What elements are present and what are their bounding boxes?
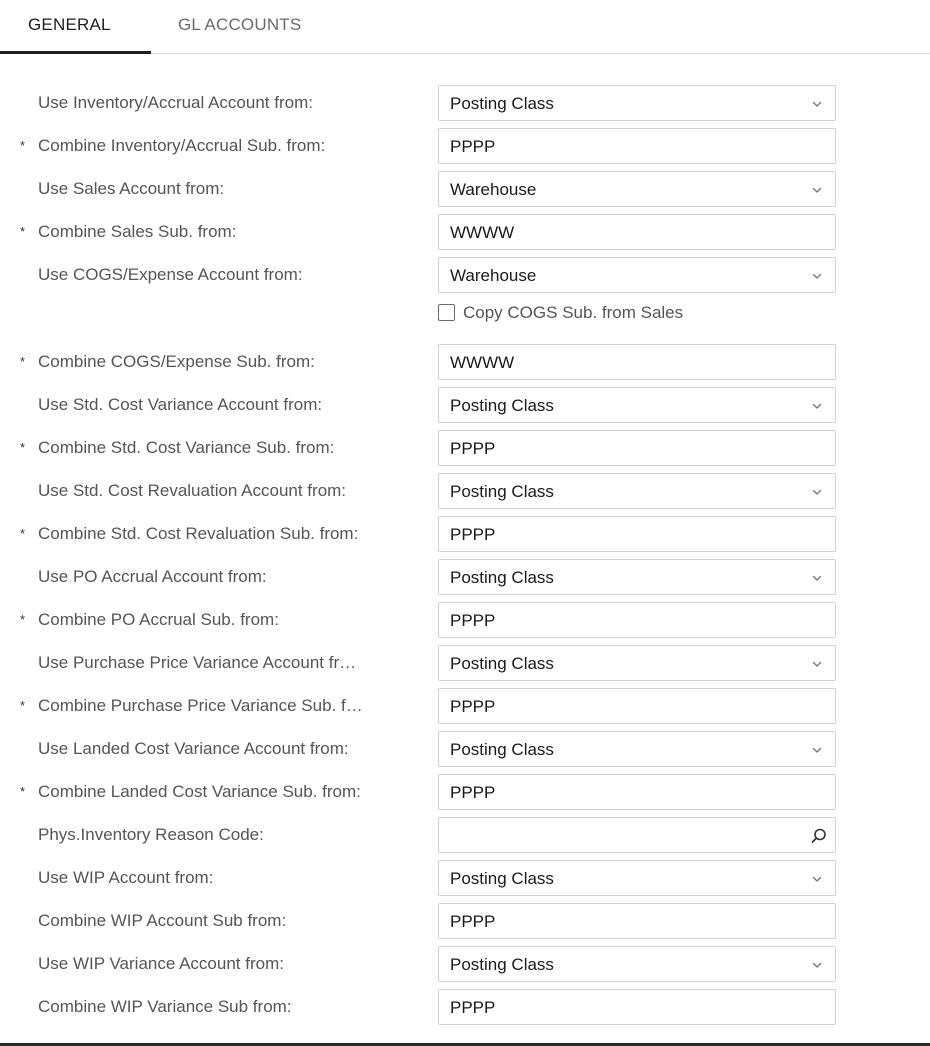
form-row bbox=[0, 730, 930, 768]
select-use-sales-account-from[interactable] bbox=[438, 171, 836, 207]
field-value: PPPP bbox=[450, 137, 496, 156]
form-row bbox=[0, 859, 930, 897]
field-label: Use Landed Cost Variance Account from: bbox=[38, 739, 349, 758]
select-use-landed-cost-variance-account-from[interactable] bbox=[438, 731, 836, 767]
input-combine-sales-sub-from[interactable] bbox=[438, 214, 836, 250]
required-marker: * bbox=[20, 612, 26, 627]
required-marker: * bbox=[20, 224, 26, 239]
field-label: Use Purchase Price Variance Account fr… bbox=[38, 653, 357, 672]
field-label: Combine Std. Cost Revaluation Sub. from: bbox=[38, 524, 359, 543]
field-label: Combine Sales Sub. from: bbox=[38, 222, 237, 241]
form-row bbox=[0, 256, 930, 294]
form-row bbox=[0, 687, 930, 725]
field-label: Combine Std. Cost Variance Sub. from: bbox=[38, 438, 335, 457]
input-combine-wip-variance-sub-from[interactable] bbox=[438, 989, 836, 1025]
form-row bbox=[0, 601, 930, 639]
field-label: Combine Inventory/Accrual Sub. from: bbox=[38, 136, 326, 155]
field-label: Use WIP Account from: bbox=[38, 868, 214, 887]
input-combine-purchase-price-variance-sub-f[interactable] bbox=[438, 688, 836, 724]
input-combine-inventory-accrual-sub-from[interactable] bbox=[438, 128, 836, 164]
field-value: PPPP bbox=[450, 439, 496, 458]
select-use-cogs-expense-account-from[interactable] bbox=[438, 257, 836, 293]
chevron-down-icon[interactable] bbox=[811, 873, 823, 885]
field-label: Combine COGS/Expense Sub. from: bbox=[38, 352, 315, 371]
input-combine-landed-cost-variance-sub-from[interactable] bbox=[438, 774, 836, 810]
chevron-down-icon[interactable] bbox=[811, 572, 823, 584]
form-row bbox=[0, 386, 930, 424]
field-value: Warehouse bbox=[450, 266, 537, 285]
field-label: Use COGS/Expense Account from: bbox=[38, 265, 303, 284]
field-value: Posting Class bbox=[450, 654, 554, 673]
required-marker: * bbox=[20, 440, 26, 455]
required-marker: * bbox=[20, 354, 26, 369]
field-label: Combine Purchase Price Variance Sub. f… bbox=[38, 696, 363, 715]
form-row bbox=[0, 84, 930, 122]
field-value: WWWW bbox=[450, 223, 515, 242]
form-row bbox=[0, 558, 930, 596]
field-value: PPPP bbox=[450, 525, 496, 544]
field-label: Combine Landed Cost Variance Sub. from: bbox=[38, 782, 361, 801]
chevron-down-icon[interactable] bbox=[811, 486, 823, 498]
required-marker: * bbox=[20, 526, 26, 541]
form-row bbox=[0, 773, 930, 811]
field-label: Combine WIP Account Sub from: bbox=[38, 911, 287, 930]
input-combine-po-accrual-sub-from[interactable] bbox=[438, 602, 836, 638]
input-combine-wip-account-sub-from[interactable] bbox=[438, 903, 836, 939]
tab-general-label: GENERAL bbox=[28, 15, 111, 34]
form-row bbox=[0, 429, 930, 467]
required-marker: * bbox=[20, 784, 26, 799]
field-label: Use Inventory/Accrual Account from: bbox=[38, 93, 313, 112]
chevron-down-icon[interactable] bbox=[811, 959, 823, 971]
input-combine-std-cost-variance-sub-from[interactable] bbox=[438, 430, 836, 466]
field-value: Posting Class bbox=[450, 94, 554, 113]
field-value: PPPP bbox=[450, 611, 496, 630]
field-label: Use Std. Cost Variance Account from: bbox=[38, 395, 323, 414]
input-combine-cogs-expense-sub-from[interactable] bbox=[438, 344, 836, 380]
field-value: Posting Class bbox=[450, 568, 554, 587]
search-icon[interactable] bbox=[809, 826, 829, 846]
field-value: Posting Class bbox=[450, 396, 554, 415]
copy-cogs-sub-label[interactable]: Copy COGS Sub. from Sales bbox=[463, 303, 684, 322]
form-row bbox=[0, 343, 930, 381]
form-row bbox=[0, 213, 930, 251]
field-label: Combine WIP Variance Sub from: bbox=[38, 997, 292, 1016]
chevron-down-icon[interactable] bbox=[811, 744, 823, 756]
field-label: Combine PO Accrual Sub. from: bbox=[38, 610, 279, 629]
chevron-down-icon[interactable] bbox=[811, 270, 823, 282]
select-use-purchase-price-variance-account-fr[interactable] bbox=[438, 645, 836, 681]
field-label: Use Sales Account from: bbox=[38, 179, 225, 198]
form-row bbox=[0, 515, 930, 553]
field-value: PPPP bbox=[450, 998, 496, 1017]
field-value: PPPP bbox=[450, 697, 496, 716]
form-row bbox=[0, 472, 930, 510]
lookup-phys-inventory-reason-code[interactable] bbox=[438, 817, 836, 853]
copy-cogs-sub-checkbox[interactable] bbox=[438, 304, 455, 321]
field-value: PPPP bbox=[450, 783, 496, 802]
form-row bbox=[0, 170, 930, 208]
required-marker: * bbox=[20, 698, 26, 713]
input-combine-std-cost-revaluation-sub-from[interactable] bbox=[438, 516, 836, 552]
field-value: Posting Class bbox=[450, 955, 554, 974]
chevron-down-icon[interactable] bbox=[811, 400, 823, 412]
active-tab-indicator bbox=[0, 51, 151, 54]
field-label: Use PO Accrual Account from: bbox=[38, 567, 267, 586]
select-use-inventory-accrual-account-from[interactable] bbox=[438, 85, 836, 121]
field-value: Posting Class bbox=[450, 740, 554, 759]
form-row bbox=[0, 988, 930, 1026]
field-value: Warehouse bbox=[450, 180, 537, 199]
form-row bbox=[0, 644, 930, 682]
form-row bbox=[0, 945, 930, 983]
tab-bar bbox=[0, 0, 930, 54]
tab-general[interactable] bbox=[28, 0, 111, 52]
chevron-down-icon[interactable] bbox=[811, 658, 823, 670]
select-use-wip-account-from[interactable] bbox=[438, 860, 836, 896]
select-use-po-accrual-account-from[interactable] bbox=[438, 559, 836, 595]
chevron-down-icon[interactable] bbox=[811, 98, 823, 110]
form-row bbox=[0, 902, 930, 940]
select-use-std-cost-variance-account-from[interactable] bbox=[438, 387, 836, 423]
field-value: PPPP bbox=[450, 912, 496, 931]
tab-gl-accounts-label: GL ACCOUNTS bbox=[178, 15, 302, 34]
field-value: Posting Class bbox=[450, 482, 554, 501]
select-use-std-cost-revaluation-account-from[interactable] bbox=[438, 473, 836, 509]
select-use-wip-variance-account-from[interactable] bbox=[438, 946, 836, 982]
field-label: Use WIP Variance Account from: bbox=[38, 954, 284, 973]
field-value: WWWW bbox=[450, 353, 515, 372]
field-label: Phys.Inventory Reason Code: bbox=[38, 825, 264, 844]
field-label: Use Std. Cost Revaluation Account from: bbox=[38, 481, 347, 500]
required-marker: * bbox=[20, 138, 26, 153]
tab-gl-accounts[interactable] bbox=[178, 0, 301, 52]
field-value: Posting Class bbox=[450, 869, 554, 888]
chevron-down-icon[interactable] bbox=[811, 184, 823, 196]
form-row bbox=[0, 127, 930, 165]
form-row bbox=[0, 816, 930, 854]
